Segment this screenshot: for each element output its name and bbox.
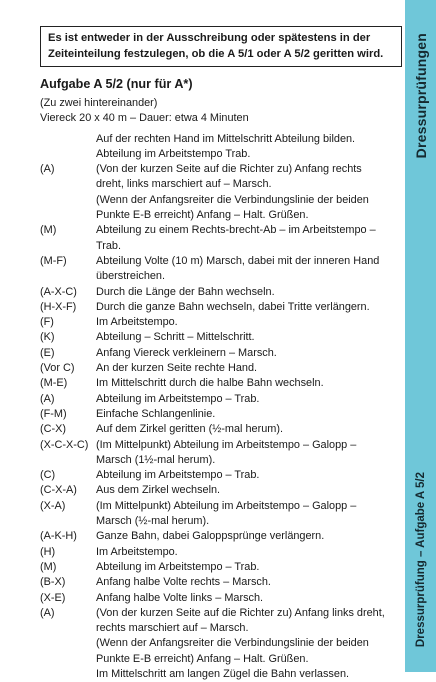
step-position-code: (M-F) [40, 254, 67, 267]
sidebar-page-label: Dressurprüfung – Aufgabe A 5/2 [414, 472, 427, 648]
task-step-row [40, 376, 402, 391]
step-instruction: Abteilung zu einem Rechts-brecht-Ab – im Arbeitstempo – [96, 224, 376, 237]
step-position-code [40, 514, 96, 529]
step-instruction: Abteilung im Arbeitstempo – Trab. [96, 392, 260, 405]
task-step-row [40, 208, 402, 223]
task-step-row [40, 575, 402, 590]
task-step-row [40, 499, 402, 514]
step-instruction: (Von der kurzen Seite auf die Richter zu) Anfang links dreht, [96, 606, 385, 619]
task-step-row [40, 529, 402, 544]
step-position-code: (X-A) [40, 499, 66, 512]
step-position-code: (A-X-C) [40, 285, 77, 298]
step-position-code [40, 636, 96, 651]
step-instruction: Durch die Länge der Bahn wechseln. [96, 285, 275, 298]
step-position-code: (Vor C) [40, 362, 75, 375]
task-step-row [40, 591, 402, 606]
step-instruction: Punkte E-B erreicht) Anfang – Halt. Grüßen. [96, 652, 309, 665]
step-instruction: (Wenn der Anfangsreiter die Verbindungslinie der beiden [96, 637, 369, 650]
sidebar-section-label: Dressurprüfungen [412, 33, 429, 159]
sidebar-tab [405, 0, 436, 672]
step-position-code [40, 147, 96, 162]
task-step-row [40, 300, 402, 315]
step-instruction: Im Arbeitstempo. [96, 545, 178, 558]
step-instruction: Abteilung Volte (10 m) Marsch, dabei mit der inneren Hand [96, 254, 380, 267]
step-position-code [40, 208, 96, 223]
step-instruction: (Von der kurzen Seite auf die Richter zu) Anfang rechts [96, 163, 362, 176]
task-step-row [40, 667, 402, 682]
step-position-code: (B-X) [40, 576, 66, 589]
step-instruction: Aus dem Zirkel wechseln. [96, 484, 221, 497]
task-step-row [40, 606, 402, 621]
step-position-code [40, 667, 96, 682]
step-instruction: Marsch (1½-mal herum). [96, 453, 216, 466]
task-step-row [40, 468, 402, 483]
step-instruction: Anfang halbe Volte rechts – Marsch. [96, 576, 271, 589]
step-instruction: Abteilung im Arbeitstempo Trab. [96, 147, 251, 160]
step-instruction: (Im Mittelpunkt) Abteilung im Arbeitstempo – Galopp – [96, 499, 357, 512]
sidebar-bottom-section [405, 464, 436, 656]
task-step-row [40, 239, 402, 254]
step-position-code: (F-M) [40, 407, 67, 420]
task-step-row [40, 269, 402, 284]
main-content [40, 26, 402, 682]
step-instruction: Im Arbeitstempo. [96, 316, 178, 329]
task-step-row [40, 483, 402, 498]
task-step-row [40, 545, 402, 560]
step-position-code [40, 621, 96, 636]
task-step-row [40, 422, 402, 437]
task-heading: Aufgabe A 5/2 (nur für A*) [40, 77, 193, 91]
step-position-code: (H-X-F) [40, 300, 77, 313]
task-step-row [40, 514, 402, 529]
step-instruction: Im Mittelschritt durch die halbe Bahn wechseln. [96, 377, 324, 390]
info-box: Es ist entweder in der Ausschreibung oder spätestens in der Zeiteinteilung festzulegen, ob die A 5/1 oder A 5/2 geritten wird. [40, 26, 402, 67]
task-step-row [40, 438, 402, 453]
task-step-row [40, 560, 402, 575]
task-step-row [40, 193, 402, 208]
step-position-code: (M) [40, 224, 57, 237]
step-instruction: dreht, links marschiert auf – Marsch. [96, 178, 272, 191]
step-instruction: Abteilung im Arbeitstempo – Trab. [96, 469, 260, 482]
step-position-code: (H) [40, 545, 56, 558]
task-step-row [40, 254, 402, 269]
step-position-code [40, 652, 96, 667]
step-position-code: (A) [40, 392, 55, 405]
step-instruction: Im Mittelschritt am langen Zügel die Bahn verlassen. [96, 667, 350, 680]
task-steps-list [40, 132, 402, 682]
step-instruction: (Wenn der Anfangsreiter die Verbindungslinie der beiden [96, 193, 369, 206]
task-step-row [40, 315, 402, 330]
step-instruction: Auf der rechten Hand im Mittelschritt Abteilung bilden. [96, 132, 356, 145]
task-step-row [40, 621, 402, 636]
step-position-code: (M-E) [40, 377, 68, 390]
step-instruction: rechts marschiert auf – Marsch. [96, 622, 249, 635]
step-instruction: Einfache Schlangenlinie. [96, 407, 216, 420]
task-subheading: (Zu zwei hintereinander) [40, 97, 158, 109]
step-instruction: Marsch (½-mal herum). [96, 515, 210, 528]
task-step-row [40, 636, 402, 651]
step-position-code [40, 269, 96, 284]
step-instruction: Trab. [96, 239, 122, 252]
step-instruction: Abteilung – Schritt – Mittelschritt. [96, 331, 255, 344]
task-step-row [40, 330, 402, 345]
task-step-row [40, 453, 402, 468]
step-instruction: (Im Mittelpunkt) Abteilung im Arbeitstempo – Galopp – [96, 438, 357, 451]
task-step-row [40, 407, 402, 422]
step-position-code [40, 193, 96, 208]
task-step-row [40, 361, 402, 376]
task-step-row [40, 177, 402, 192]
step-position-code: (X-E) [40, 591, 66, 604]
step-position-code: (C-X) [40, 423, 67, 436]
step-instruction: Durch die ganze Bahn wechseln, dabei Tritte verlängern. [96, 300, 370, 313]
task-step-row [40, 392, 402, 407]
step-position-code: (E) [40, 346, 55, 359]
step-position-code [40, 453, 96, 468]
task-step-row [40, 652, 402, 667]
step-position-code: (C-X-A) [40, 484, 77, 497]
task-step-row [40, 346, 402, 361]
sidebar-top-section [405, 26, 436, 166]
task-step-row [40, 223, 402, 238]
step-position-code: (A) [40, 606, 55, 619]
step-instruction: Punkte E-B erreicht) Anfang – Halt. Grüßen. [96, 209, 309, 222]
task-step-row [40, 132, 402, 147]
step-instruction: überstreichen. [96, 270, 166, 283]
task-step-row [40, 285, 402, 300]
step-instruction: An der kurzen Seite rechte Hand. [96, 362, 258, 375]
step-position-code: (F) [40, 316, 54, 329]
step-instruction: Ganze Bahn, dabei Galoppsprünge verlängern. [96, 530, 325, 543]
step-instruction: Anfang Viereck verkleinern – Marsch. [96, 346, 277, 359]
step-position-code: (A-K-H) [40, 530, 77, 543]
step-position-code: (A) [40, 163, 55, 176]
arena-info: Viereck 20 x 40 m – Dauer: etwa 4 Minuten [40, 112, 249, 125]
step-position-code [40, 132, 96, 147]
step-position-code: (X-C-X-C) [40, 438, 89, 451]
step-position-code: (M) [40, 560, 57, 573]
task-step-row [40, 147, 402, 162]
step-position-code: (K) [40, 331, 55, 344]
step-instruction: Anfang halbe Volte links – Marsch. [96, 591, 264, 604]
step-instruction: Abteilung im Arbeitstempo – Trab. [96, 560, 260, 573]
step-position-code [40, 239, 96, 254]
step-position-code [40, 177, 96, 192]
step-instruction: Auf dem Zirkel geritten (½-mal herum). [96, 423, 284, 436]
task-step-row [40, 162, 402, 177]
step-position-code: (C) [40, 469, 56, 482]
